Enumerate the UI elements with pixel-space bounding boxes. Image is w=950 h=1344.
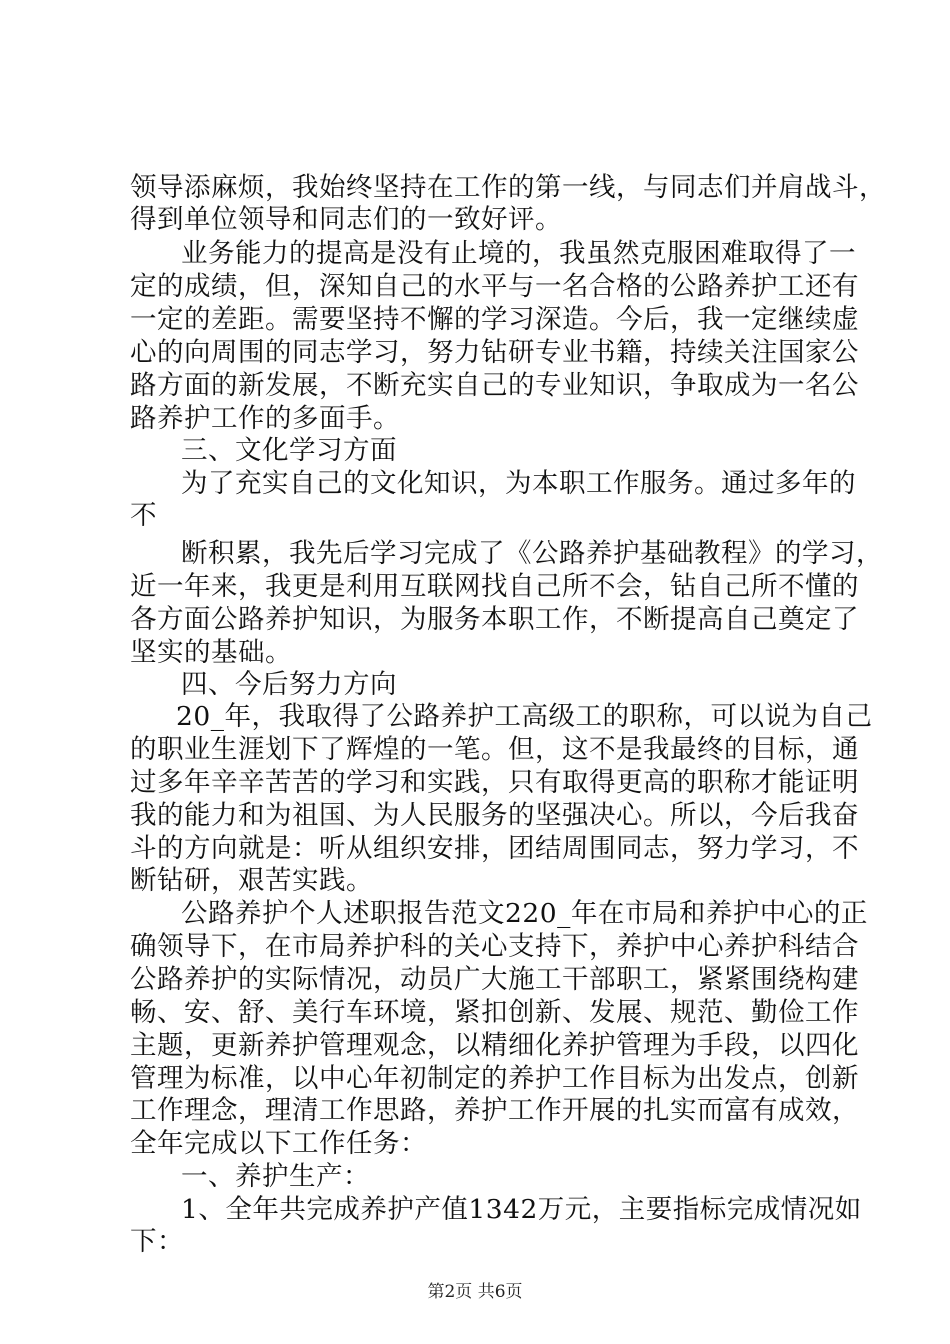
paragraph-line: 20_年，我取得了公路养护工高级工的职称，可以说为自己: [176, 701, 873, 732]
paragraph-line: 断钻研，艰苦实践。: [130, 865, 373, 896]
document-body: [130, 0, 886, 1344]
paragraph-line: 全年完成以下工作任务：: [130, 1128, 427, 1159]
paragraph-line: 一定的差距。需要坚持不懈的学习深造。今后，我一定继续虚: [130, 304, 859, 335]
paragraph-line: 不: [130, 500, 157, 531]
paragraph-line: 的职业生涯划下了辉煌的一笔。但，这不是我最终的目标，通: [130, 734, 859, 765]
paragraph-line: 公路养护个人述职报告范文220_年在市局和养护中心的正: [181, 898, 868, 929]
paragraph-line: 工作理念，理清工作思路，养护工作开展的扎实而富有成效，: [130, 1095, 859, 1126]
paragraph-line: 斗的方向就是：听从组织安排，团结周围同志，努力学习，不: [130, 833, 859, 864]
paragraph-line: 确领导下，在市局养护科的关心支持下，养护中心养护科结合: [130, 931, 859, 962]
paragraph-line: 近一年来，我更是利用互联网找自己所不会，钻自己所不懂的: [130, 571, 859, 602]
page-footer: 第2页 共6页: [427, 1282, 523, 1302]
paragraph-line: 定的成绩，但，深知自己的水平与一名合格的公路养护工还有: [130, 271, 859, 302]
paragraph-line: 路养护工作的多面手。: [130, 403, 400, 434]
paragraph-line: 管理为标准，以中心年初制定的养护工作目标为出发点，创新: [130, 1063, 859, 1094]
section-heading: 三、文化学习方面: [181, 435, 397, 466]
paragraph-line: 为了充实自己的文化知识，为本职工作服务。通过多年的: [181, 468, 856, 499]
paragraph-line: 坚实的基础。: [130, 637, 292, 668]
paragraph-line: 下：: [130, 1226, 184, 1257]
paragraph-line: 主题，更新养护管理观念，以精细化养护管理为手段，以四化: [130, 1030, 859, 1061]
paragraph-line: 路方面的新发展，不断充实自己的专业知识，争取成为一名公: [130, 370, 859, 401]
paragraph-line: 断积累，我先后学习完成了《公路养护基础教程》的学习，: [181, 538, 883, 569]
paragraph-line: 各方面公路养护知识，为服务本职工作，不断提高自己奠定了: [130, 604, 859, 635]
section-heading: 一、养护生产：: [181, 1161, 370, 1192]
paragraph-line: 过多年辛辛苦苦的学习和实践，只有取得更高的职称才能证明: [130, 767, 859, 798]
paragraph-line: 心的向周围的同志学习，努力钻研专业书籍，持续关注国家公: [130, 337, 859, 368]
paragraph-line: 领导添麻烦，我始终坚持在工作的第一线，与同志们并肩战斗，: [130, 172, 886, 203]
paragraph-line: 我的能力和为祖国、为人民服务的坚强决心。所以，今后我奋: [130, 800, 859, 831]
paragraph-line: 畅、安、舒、美行车环境，紧扣创新、发展、规范、勤俭工作: [130, 997, 859, 1028]
paragraph-line: 1、全年共完成养护产值1342万元，主要指标完成情况如: [181, 1194, 862, 1225]
section-heading: 四、今后努力方向: [181, 669, 397, 700]
paragraph-line: 公路养护的实际情况，动员广大施工干部职工，紧紧围绕构建: [130, 964, 859, 995]
paragraph-line: 得到单位领导和同志们的一致好评。: [130, 204, 562, 235]
paragraph-line: 业务能力的提高是没有止境的，我虽然克服困难取得了一: [181, 238, 856, 269]
